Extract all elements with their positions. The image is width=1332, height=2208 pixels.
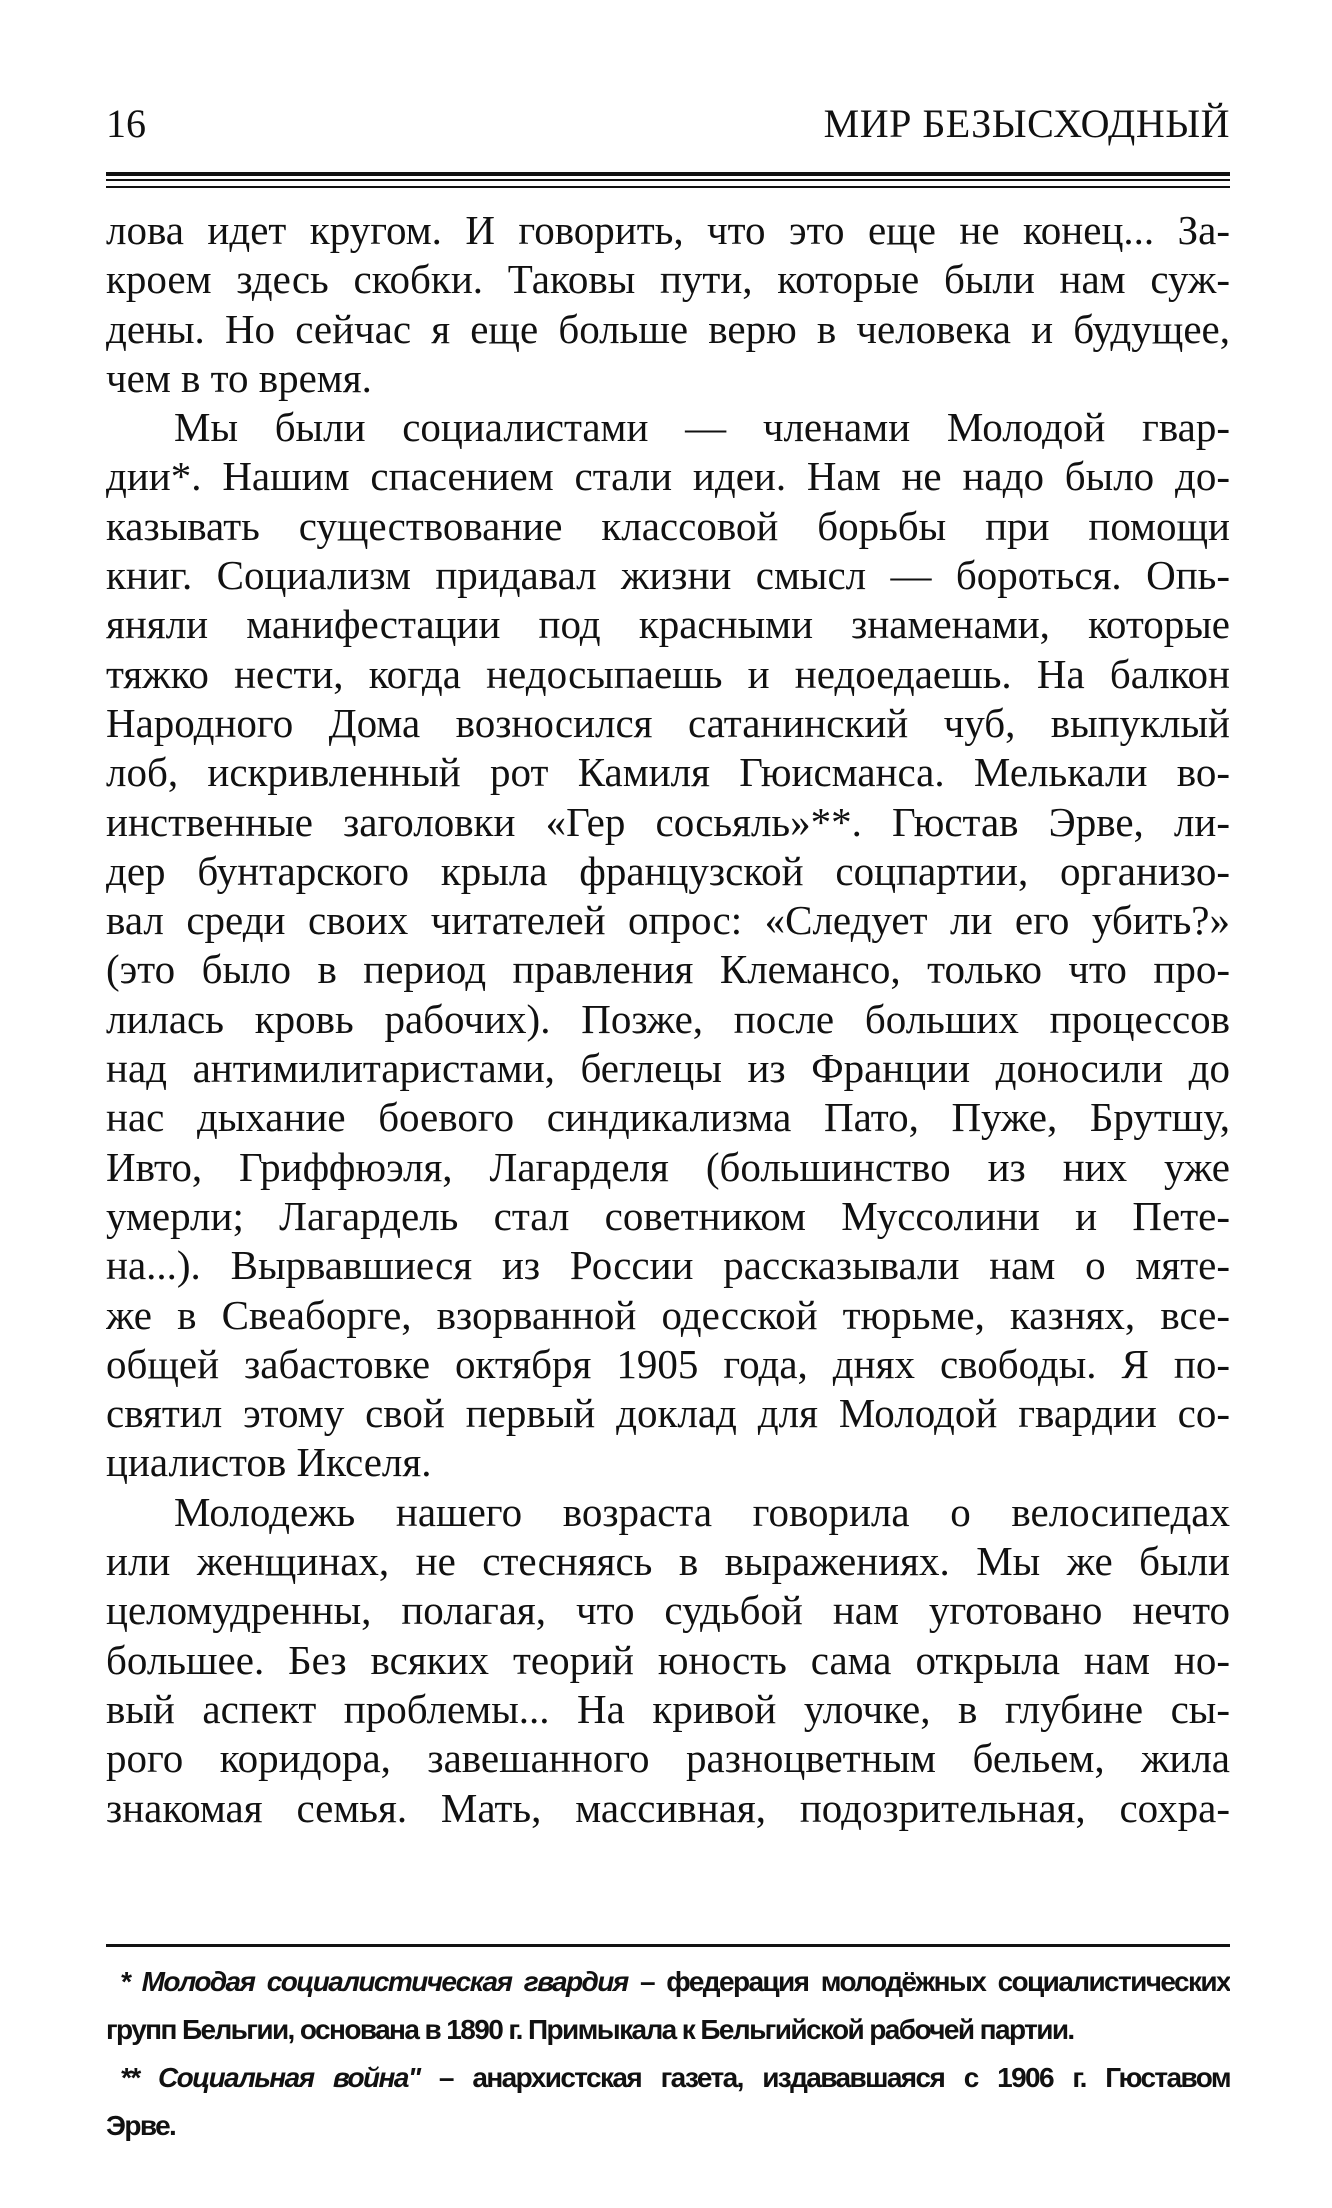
text-line: лоб, искривленный рот Камиля Гюисманса. Мелькали во- <box>106 749 1230 796</box>
text-line: кроем здесь скобки. Таковы пути, которые были нам суж- <box>106 256 1230 303</box>
text-line: яняли манифестации под красными знаменами, которые <box>106 601 1230 648</box>
text-line: над антимилитаристами, беглецы из Франции доносили до <box>106 1045 1230 1092</box>
text-line: Народного Дома возносился сатанинский чуб, выпуклый <box>106 699 1230 746</box>
body-text <box>106 206 1230 1833</box>
footnote-1-line-2: групп Бельгии, основана в 1890 г. Примыкала к Бельгийской рабочей партии. <box>106 2014 1074 2045</box>
text-line: дер бунтарского крыла французской соцпартии, организо- <box>106 847 1230 894</box>
text-line: или женщинах, не стесняясь в выражениях. Мы же были <box>106 1538 1230 1585</box>
text-line: лова идет кругом. И говорить, что это еще не конец... За- <box>106 207 1230 253</box>
footnote-2-line-1 <box>106 2054 1230 2102</box>
text-line: (это было в период правления Клемансо, только что про- <box>106 946 1230 993</box>
footnote-2-text: – анархистская газета, издававшаяся с 1906 г. Гюставом <box>419 2062 1230 2093</box>
text-line: дены. Но сейчас я еще больше верю в человека и будущее, <box>106 305 1230 352</box>
footnote-2-line-2: Эрве. <box>106 2110 176 2141</box>
text-line: лилась кровь рабочих). Позже, после больших процессов <box>106 995 1230 1042</box>
book-page <box>106 0 1230 2208</box>
text-line: чем в то время. <box>106 354 372 401</box>
text-line: общей забастовке октября 1905 года, днях свободы. Я по- <box>106 1340 1230 1387</box>
text-line: умерли; Лагардель стал советником Муссолини и Пете- <box>106 1192 1230 1239</box>
footnote-2-term: ** Социальная война" <box>120 2062 420 2093</box>
text-line: Ивто, Гриффюэля, Лагарделя (большинство из них уже <box>106 1143 1230 1190</box>
text-line: на...). Вырвавшиеся из России рассказывали нам о мяте- <box>106 1242 1230 1289</box>
text-line: целомудренны, полагая, что судьбой нам уготовано нечто <box>106 1587 1230 1634</box>
footnote-1-term: * Молодая социалистическая гвардия <box>120 1966 628 1997</box>
footnote-1-text: – федерация молодёжных социалистических <box>627 1966 1230 1997</box>
paragraph-start-line: Молодежь нашего возраста говорила о велосипедах <box>174 1488 1230 1535</box>
footnote-1-line-1 <box>106 1958 1230 2006</box>
text-line: инственные заголовки «Гер сосьяль»**. Гюстав Эрве, ли- <box>106 798 1230 845</box>
text-line: вый аспект проблемы... На кривой улочке, в глубине сы- <box>106 1685 1230 1732</box>
text-line: дии*. Нашим спасением стали идеи. Нам не надо было до- <box>106 453 1230 500</box>
text-line: тяжко нести, когда недосыпаешь и недоедаешь. На балкон <box>106 650 1230 697</box>
text-line: книг. Социализм придавал жизни смысл — бороться. Опь- <box>106 552 1230 599</box>
running-title: МИР БЕЗЫСХОДНЫЙ <box>823 101 1230 146</box>
footnote-rule <box>106 1944 1230 1947</box>
header-rule-inner <box>106 179 1230 181</box>
page-number: 16 <box>106 101 146 146</box>
running-head <box>106 96 1230 152</box>
text-line: нас дыхание боевого синдикализма Пато, Пуже, Брутшу, <box>106 1094 1230 1141</box>
text-line: вал среди своих читателей опрос: «Следует ли его убить?» <box>106 897 1230 944</box>
text-line: же в Свеаборге, взорванной одесской тюрьме, казнях, все- <box>106 1291 1230 1338</box>
text-line: казывать существование классовой борьбы при помощи <box>106 502 1230 549</box>
text-line: рого коридора, завешанного разноцветным бельем, жила <box>106 1735 1230 1782</box>
text-line: большее. Без всяких теорий юность сама открыла нам но- <box>106 1636 1230 1683</box>
header-rule <box>106 172 1230 188</box>
paragraph-start-line: Мы были социалистами — членами Молодой гвар- <box>174 404 1230 451</box>
text-line: циалистов Икселя. <box>106 1439 432 1486</box>
text-line: знакомая семья. Мать, массивная, подозрительная, сохра- <box>106 1784 1230 1831</box>
text-line: святил этому свой первый доклад для Молодой гвардии со- <box>106 1390 1230 1437</box>
footnotes <box>106 1958 1230 2150</box>
